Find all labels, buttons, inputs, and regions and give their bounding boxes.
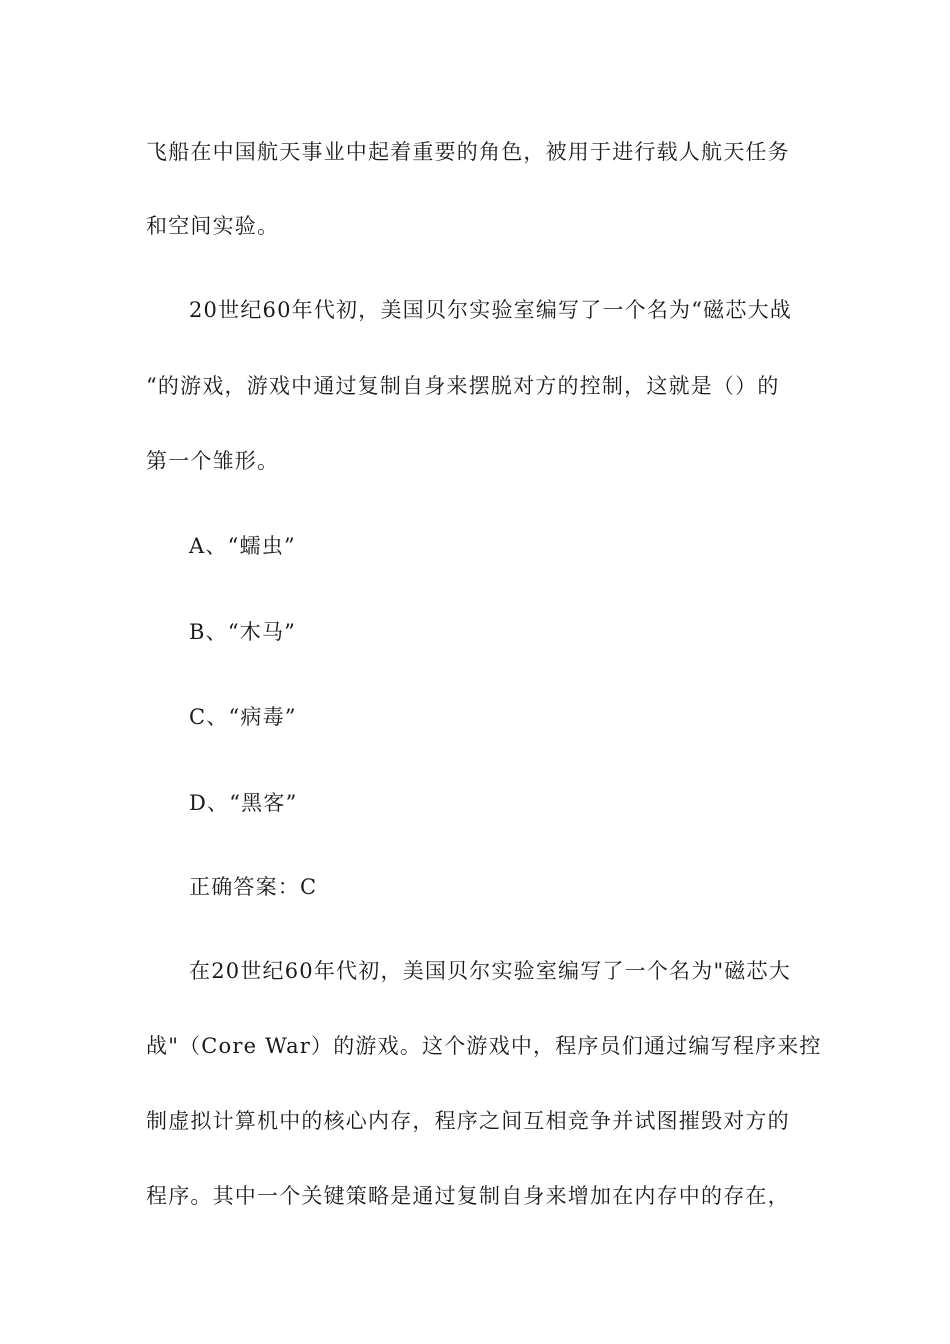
option-c: C、“病毒” — [189, 705, 297, 729]
explanation-line-4: 程序。其中一个关键策略是通过复制自身来增加在内存中的存在， — [146, 1184, 790, 1208]
question-line-3: 第一个雏形。 — [146, 449, 280, 473]
intro-line-1: 飞船在中国航天事业中起着重要的角色，被用于进行载人航天任务 — [146, 140, 790, 164]
intro-line-2: 和空间实验。 — [146, 214, 280, 238]
question-line-2: “的游戏，游戏中通过复制自身来摆脱对方的控制，这就是（）的 — [146, 374, 780, 398]
question-line-1: 20世纪60年代初，美国贝尔实验室编写了一个名为“磁芯大战 — [189, 298, 792, 322]
option-a: A、“蠕虫” — [189, 534, 296, 558]
explanation-line-2: 战"（Core War）的游戏。这个游戏中，程序员们通过编写程序来控 — [146, 1034, 822, 1058]
option-d: D、“黑客” — [189, 791, 298, 815]
explanation-line-3: 制虚拟计算机中的核心内存，程序之间互相竞争并试图摧毁对方的 — [146, 1109, 790, 1133]
answer-line: 正确答案：C — [189, 875, 318, 899]
option-b: B、“木马” — [189, 620, 297, 644]
explanation-line-1: 在20世纪60年代初，美国贝尔实验室编写了一个名为"磁芯大 — [189, 959, 791, 983]
